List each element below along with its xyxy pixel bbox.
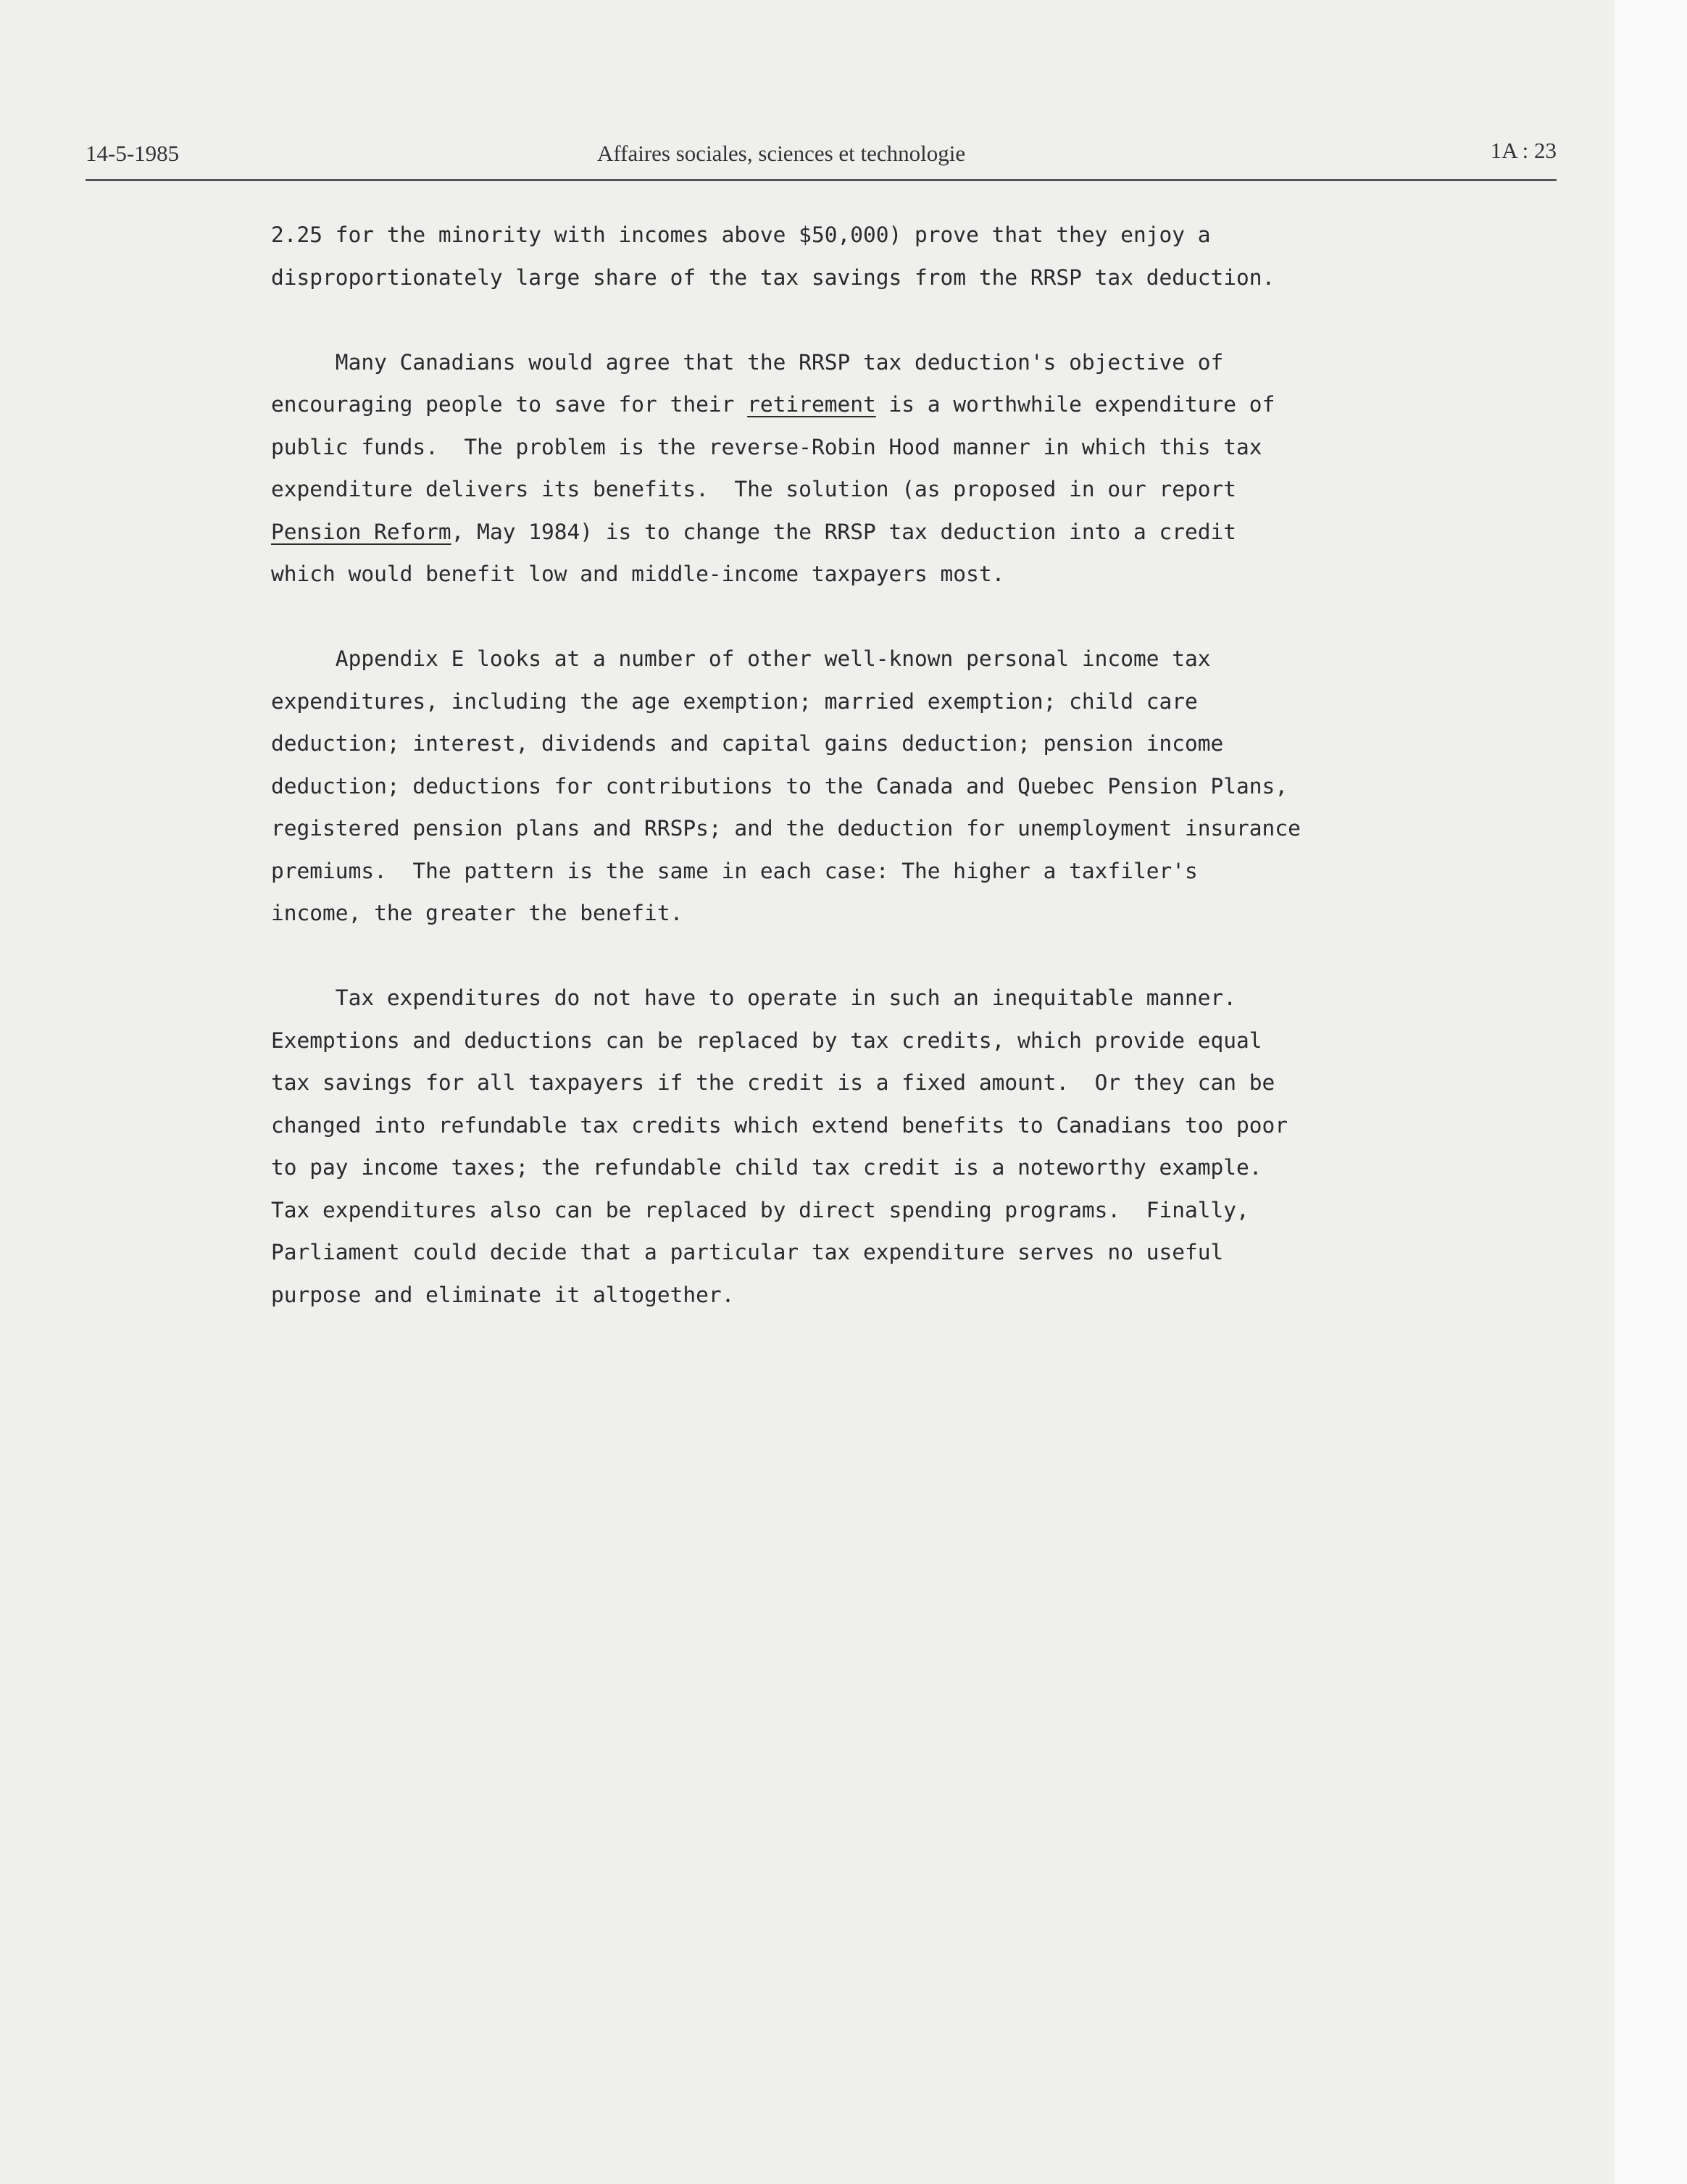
report-title: Pension Reform: [271, 519, 451, 544]
text-line: income, the greater the benefit.: [271, 901, 683, 925]
text-span: is a worthwhile expenditure of: [875, 392, 1275, 417]
text-span: encouraging people to save for their: [271, 392, 748, 417]
text-line: Exemptions and deductions can be replaced by tax credits, which provide equal: [271, 1028, 1262, 1053]
text-line: [271, 511, 1474, 554]
paragraph-4: [271, 977, 1474, 1316]
text-line: deduction; interest, dividends and capital gains deduction; pension income: [271, 731, 1224, 756]
text-line: deduction; deductions for contributions to the Canada and Quebec Pension Plans,: [271, 773, 1288, 799]
text-line: Tax expenditures do not have to operate in such an inequitable manner.: [271, 985, 1237, 1010]
paragraph-gap: [271, 596, 1474, 638]
paragraph-2: [271, 341, 1474, 596]
text-span: , May 1984) is to change the RRSP tax deduction into a credit: [451, 519, 1237, 544]
body-text: [271, 214, 1474, 1316]
text-line: Appendix E looks at a number of other well-known personal income tax: [271, 646, 1211, 671]
text-line: disproportionately large share of the tax savings from the RRSP tax deduction.: [271, 264, 1275, 290]
text-line: [271, 383, 1474, 426]
text-line: public funds. The problem is the reverse-Robin Hood manner in which this tax: [271, 434, 1262, 459]
paragraph-gap: [271, 935, 1474, 978]
paragraph-3: [271, 638, 1474, 935]
text-line: changed into refundable tax credits which extend benefits to Canadians too poor: [271, 1112, 1288, 1138]
text-line: 2.25 for the minority with incomes above $50,000) prove that they enjoy a: [271, 222, 1211, 247]
text-line: which would benefit low and middle-income taxpayers most.: [271, 562, 1005, 586]
text-line: purpose and eliminate it altogether.: [271, 1282, 735, 1307]
text-line: tax savings for all taxpayers if the credit is a fixed amount. Or they can be: [271, 1070, 1275, 1095]
header-page-number: 1A : 23: [1490, 138, 1557, 163]
page-header: [86, 138, 1557, 181]
header-rule: [86, 179, 1557, 181]
text-line: Parliament could decide that a particular tax expenditure serves no useful: [271, 1240, 1224, 1264]
paragraph-gap: [271, 299, 1474, 341]
header-title: Affaires sociales, sciences et technologie: [597, 141, 966, 166]
text-line: Many Canadians would agree that the RRSP tax deduction's objective of: [271, 349, 1224, 375]
text-line: to pay income taxes; the refundable child tax credit is a noteworthy example.: [271, 1155, 1262, 1180]
paragraph-1: [271, 214, 1474, 299]
underlined-word: retirement: [747, 392, 876, 417]
text-line: Tax expenditures also can be replaced by direct spending programs. Finally,: [271, 1197, 1249, 1222]
header-date: 14-5-1985: [86, 141, 180, 166]
text-line: registered pension plans and RRSPs; and the deduction for unemployment insurance: [271, 816, 1301, 841]
page-margin: [1615, 0, 1687, 2184]
text-line: expenditures, including the age exemption; married exemption; child care: [271, 688, 1198, 714]
text-line: expenditure delivers its benefits. The solution (as proposed in our report: [271, 477, 1237, 501]
text-line: premiums. The pattern is the same in each case: The higher a taxfiler's: [271, 858, 1198, 883]
